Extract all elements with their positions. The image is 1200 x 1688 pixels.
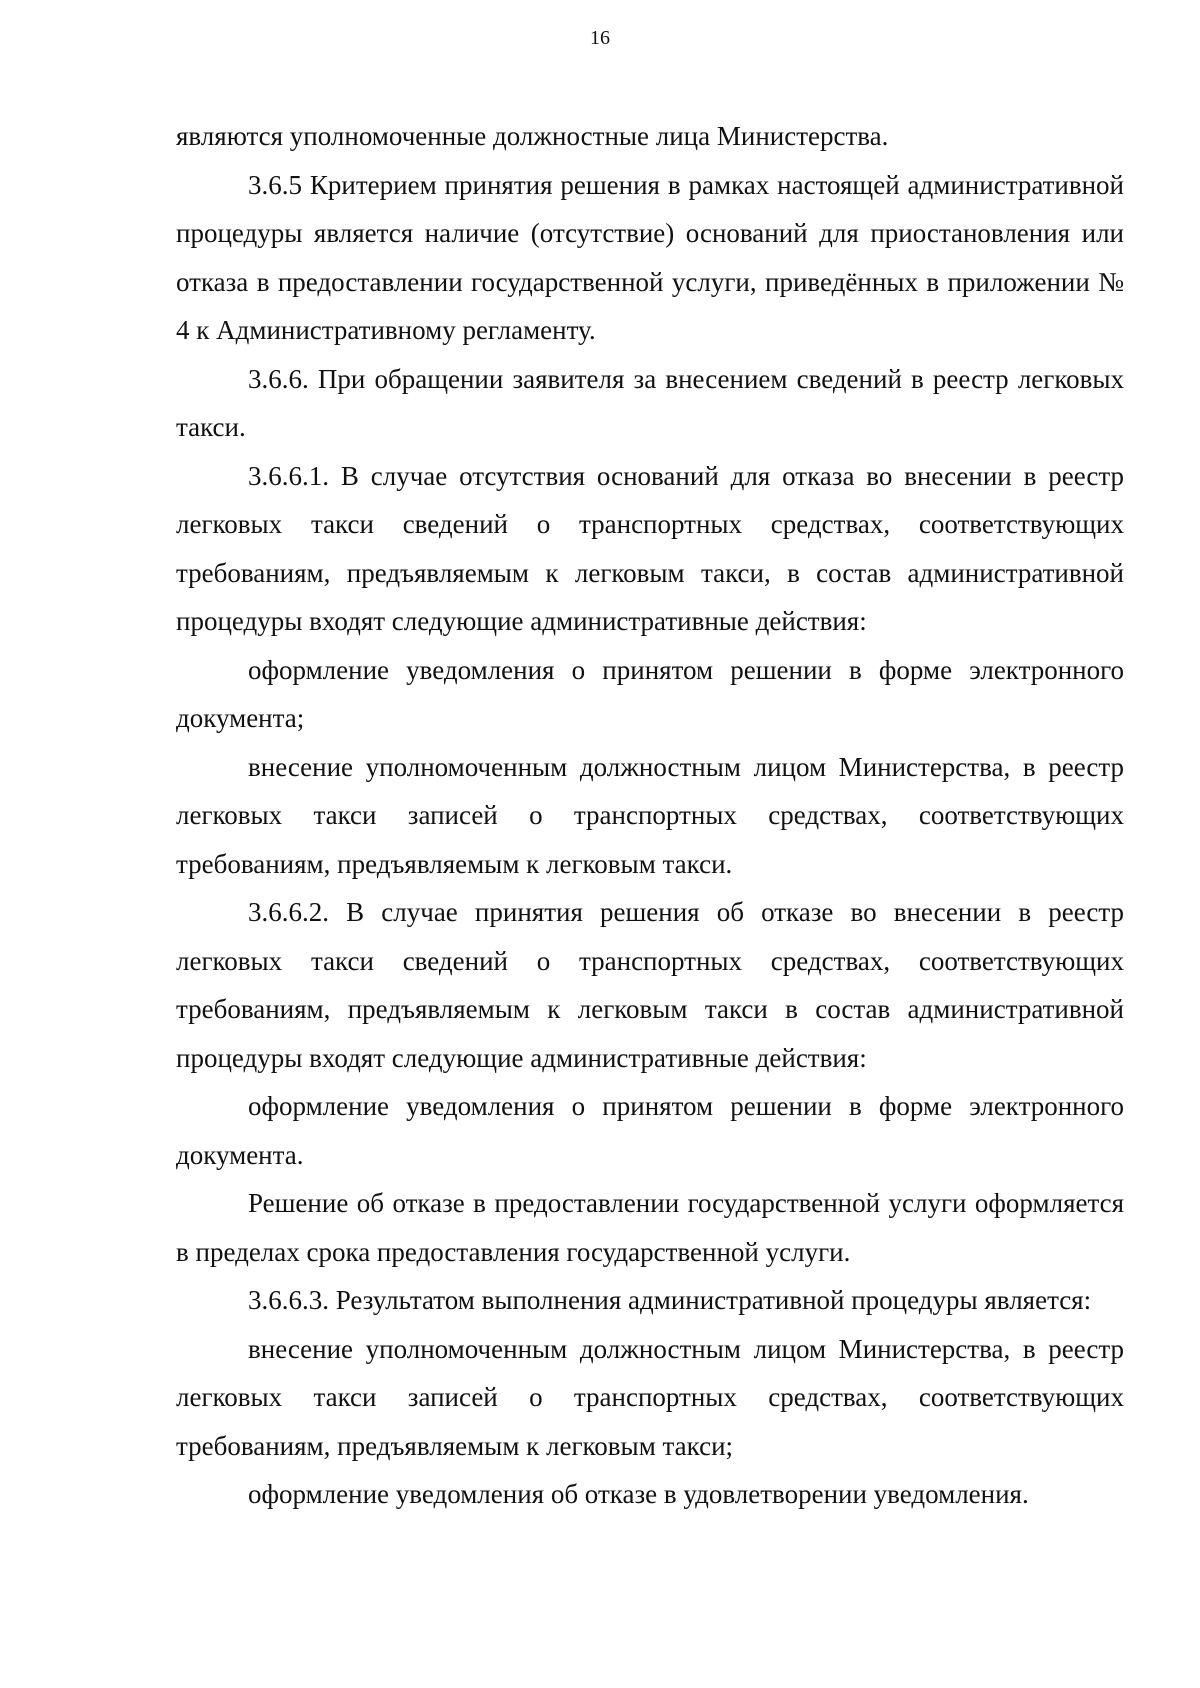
paragraph: 3.6.6. При обращении заявителя за внесением сведений в реестр легковых такси. [176, 363, 1124, 442]
paragraph: 3.6.6.3. Результатом выполнения административной процедуры является: [248, 1285, 1092, 1315]
paragraph: 3.6.6.1. В случае отсутствия оснований для отказа во внесении в реестр легковых такси сведений о транспортных средствах, соответствующих требованиям, предъявляемым к легковым такси, в состав административной процедуры входят следующие административные действия: [176, 460, 1124, 636]
paragraph: 3.6.5 Критерием принятия решения в рамках настоящей административной процедуры является наличие (отсутствие) оснований для приостановления или отказа в предоставлении государственной услуги, приведённых в приложении № 4 к Административному регламенту. [176, 169, 1124, 345]
page-number: 16 [590, 27, 610, 49]
paragraph: Решение об отказе в предоставлении государственной услуги оформляется в пределах срока предоставления государственной услуги. [176, 1188, 1124, 1267]
paragraph: оформление уведомления о принятом решении в форме электронного документа; [176, 654, 1124, 733]
paragraph: оформление уведомления об отказе в удовлетворении уведомления. [248, 1479, 1029, 1509]
document-body [176, 112, 1124, 1519]
paragraph: внесение уполномоченным должностным лицом Министерства, в реестр легковых такси записей о транспортных средствах, соответствующих требованиям, предъявляемым к легковым такси. [176, 751, 1124, 879]
paragraph: являются уполномоченные должностные лица Министерства. [176, 121, 889, 151]
paragraph: оформление уведомления о принятом решении в форме электронного документа. [176, 1091, 1124, 1170]
paragraph: 3.6.6.2. В случае принятия решения об отказе во внесении в реестр легковых такси сведений о транспортных средствах, соответствующих требованиям, предъявляемым к легковым такси в состав административной процедуры входят следующие административные действия: [176, 897, 1124, 1073]
paragraph: внесение уполномоченным должностным лицом Министерства, в реестр легковых такси записей о транспортных средствах, соответствующих требованиям, предъявляемым к легковым такси; [176, 1333, 1124, 1461]
